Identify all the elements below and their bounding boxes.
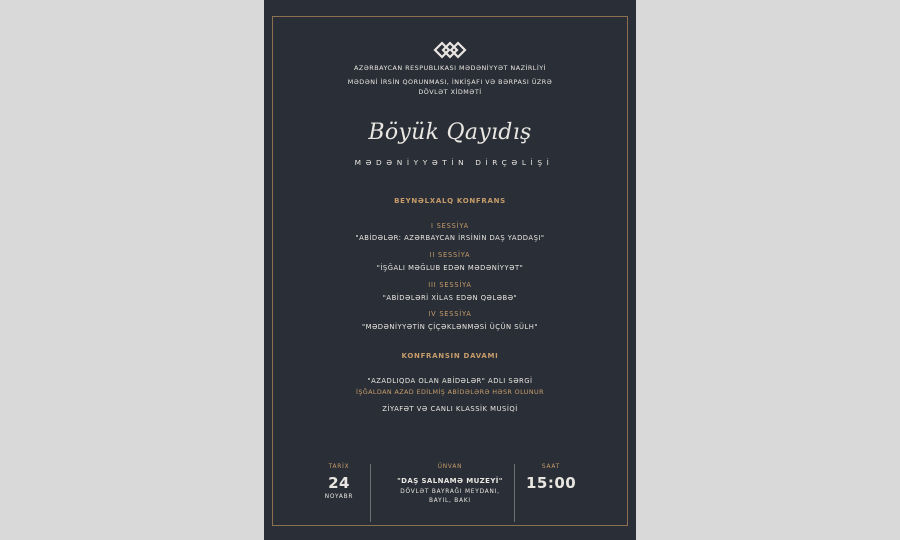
venue-label: ÜNVAN (437, 464, 463, 470)
event-subtitle: MƏDƏNİYYƏTİN DİRÇƏLİŞİ (354, 158, 554, 167)
venue-address-line1: DÖVLƏT BAYRAĞI MEYDANI, (400, 489, 500, 495)
invitation-card (264, 0, 636, 540)
ministry-logo-icon (433, 40, 467, 60)
date-block (314, 464, 364, 500)
session-topic: "İŞĞALI MƏĞLUB EDƏN MƏDƏNİYYƏT" (376, 264, 524, 272)
session-label: I SESSİYA (431, 222, 469, 230)
reception-text: ZİYAFƏT VƏ CANLI KLASSİK MUSİQİ (382, 405, 518, 413)
exhibition-title: "AZADLIQDA OLAN ABİDƏLƏR" ADLI SƏRGİ (367, 377, 533, 385)
session-topic: "ABİDƏLƏRİ XİLAS EDƏN QƏLƏBƏ" (382, 294, 518, 302)
date-day: 24 (328, 474, 350, 492)
exhibition-note: İŞĞALDAN AZAD EDİLMİŞ ABİDƏLƏRƏ HƏSR OLUNUR (356, 388, 544, 396)
event-title: Böyük Qayıdış (368, 120, 532, 145)
session-topic: "ABİDƏLƏR: AZƏRBAYCAN İRSİNİN DAŞ YADDAŞI" (355, 234, 545, 242)
divider-right (514, 464, 515, 522)
conference-heading: BEYNƏLXALQ KONFRANS (394, 197, 506, 205)
divider-left (370, 464, 371, 522)
org-name-line1: AZƏRBAYCAN RESPUBLIKASI MƏDƏNİYYƏT NAZİRLİYİ (353, 64, 547, 72)
venue-name: "DAŞ SALNAMƏ MUZEYİ" (397, 477, 503, 485)
session-label: II SESSİYA (429, 251, 471, 259)
session-topic: "MƏDƏNİYYƏTİN ÇİÇƏKLƏNMƏSİ ÜÇÜN SÜLH" (361, 323, 539, 331)
time-label: SAAT (541, 464, 561, 470)
time-value: 15:00 (526, 474, 577, 492)
continuation-heading: KONFRANSIN DAVAMI (401, 352, 499, 360)
org-name-line3: DÖVLƏT XİDMƏTİ (418, 88, 482, 96)
date-label: TARİX (328, 464, 350, 470)
date-month: NOYABR (324, 494, 354, 500)
session-label: IV SESSİYA (428, 310, 472, 318)
time-block (526, 464, 576, 492)
org-name-line2: MƏDƏNİ İRSİN QORUNMASI, İNKİŞAFI VƏ BƏRPASI ÜZRƏ (347, 78, 553, 86)
venue-address-line2: BAYIL, BAKI (429, 498, 471, 504)
session-label: III SESSİYA (428, 281, 472, 289)
venue-block (382, 464, 518, 504)
